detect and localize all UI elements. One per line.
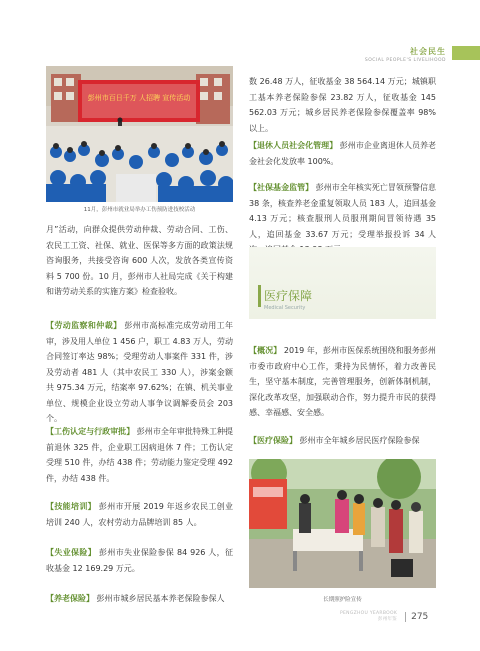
right-column <box>249 138 436 169</box>
left-column <box>46 424 233 486</box>
photo-caption: 长期照护险宣传 <box>323 597 362 603</box>
yearbook-mark: PENGZHOU YEARBOOK 彭州年鉴 <box>340 611 398 622</box>
paragraph-tag: 【技能培训】 <box>46 502 96 511</box>
paragraph-tag: 【概况】 <box>249 346 282 355</box>
section-header <box>365 46 446 63</box>
right-column <box>249 343 436 421</box>
event-photo <box>46 66 233 202</box>
paragraph: 【退休人员社会化管理】 彭州市企业离退休人员养老金社会化发放率 100%。 <box>249 141 436 166</box>
paragraph-tag: 【退休人员社会化管理】 <box>249 141 338 150</box>
right-column <box>249 74 436 136</box>
paragraph: 月”活动，向群众提供劳动仲裁、劳动合同、工伤、农民工工资、社保、就业、医保等多方面的政策法规咨询服务，共接受咨询 600 人次，发放各类宣传资料 5 700 份。10 月，彭州市人社局完成《关于构建和谐劳动关系的实施方案》检查验收。 <box>46 225 233 296</box>
paragraph: 【工伤认定与行政审批】 彭州市全年审批特殊工种提前退休 325 件，企业职工因病退休 7 件；工伤认定受理 510 件，办结 438 件；劳动能力鉴定受理 492 件，办结 438 件。 <box>46 427 233 483</box>
paragraph-tag: 【失业保险】 <box>46 548 97 557</box>
paragraph-tag: 【劳动监察和仲裁】 <box>46 321 122 330</box>
photo-caption: 11月，彭州市就业局举办工伤预防进技校活动 <box>83 207 196 213</box>
left-column <box>46 545 233 576</box>
paragraph-tag: 【社保基金监管】 <box>249 183 314 192</box>
section-title: 社会民生 <box>410 47 446 56</box>
paragraph: 【概况】 2019 年，彭州市医保系统围绕和服务彭州市委市政府中心工作，秉持为民情怀，着力改善民生，坚守基本制度，完善管理服务，创新体制机制，深化改革攻坚，加强联动合作，努力提升市民的获得感、幸福感、安全感。 <box>249 346 436 417</box>
right-column <box>249 180 436 258</box>
page-number: 275 <box>411 612 429 622</box>
section-subtitle: SOCIAL PEOPLE'S LIVELIHOOD <box>364 58 446 63</box>
paragraph: 【技能培训】 彭州市开展 2019 年返乡农民工创业培训 240 人，农村劳动力品牌培训 85 人。 <box>46 502 233 527</box>
paragraph-tag: 【工伤认定与行政审批】 <box>46 427 135 436</box>
right-column <box>249 433 436 449</box>
paragraph-tag: 【养老保险】 <box>46 594 94 603</box>
section-accent-bar <box>258 285 261 307</box>
header-accent-bar <box>452 46 480 60</box>
page-footer <box>340 611 428 623</box>
left-column <box>46 591 233 607</box>
paragraph: 【养老保险】 彭州市城乡居民基本养老保险参保人 <box>46 594 225 603</box>
paragraph: 【医疗保险】 彭州市全年城乡居民医疗保险参保 <box>249 436 420 445</box>
paragraph-tag: 【医疗保险】 <box>249 436 297 445</box>
banner-text: 彭州市百日千万 人招聘 宣传活动 <box>87 94 191 102</box>
left-column <box>46 318 233 427</box>
left-column <box>46 499 233 530</box>
section-heading: 医疗保障 <box>264 289 313 303</box>
section-heading-box <box>249 247 436 319</box>
paragraph: 【失业保险】 彭州市失业保险参保 84 926 人，征收基金 12 169.29 万元。 <box>46 548 233 573</box>
paragraph: 【劳动监察和仲裁】 彭州市高标准完成劳动用工年审，涉及用人单位 1 456 户，职工 4.83 万人，劳动合同签订率达 98%；受理劳动人事案件 331 件，涉及劳动者 481 人（其中农民工 330 人），涉案金额共 975.34 万元，结案率 97.62%；在镇、机关事业单位、规模企业设立劳动人事争议调解委员会 203 个。 <box>46 321 234 423</box>
insurance-promo-photo <box>249 459 436 588</box>
footer-divider <box>405 612 406 622</box>
paragraph: 【社保基金监管】 彭州市全年核实死亡冒领预警信息 38 条，核查养老金重复领取人员 183 人，追回基金 4.13 万元；核查服刑人员服刑期间冒领待遇 35 人，追回基金 33.67 万元；受理举报投诉 34 人 <box>249 183 437 239</box>
section-heading-en: Medical Security <box>264 305 306 311</box>
paragraph: 数 26.48 万人，征收基金 38 564.14 万元；城镇职工基本养老保险参保 23.82 万人，征收基金 145 562.03 万元；城乡居民养老保险参保覆盖率 98% 以上。 <box>249 77 436 133</box>
left-column <box>46 222 233 300</box>
